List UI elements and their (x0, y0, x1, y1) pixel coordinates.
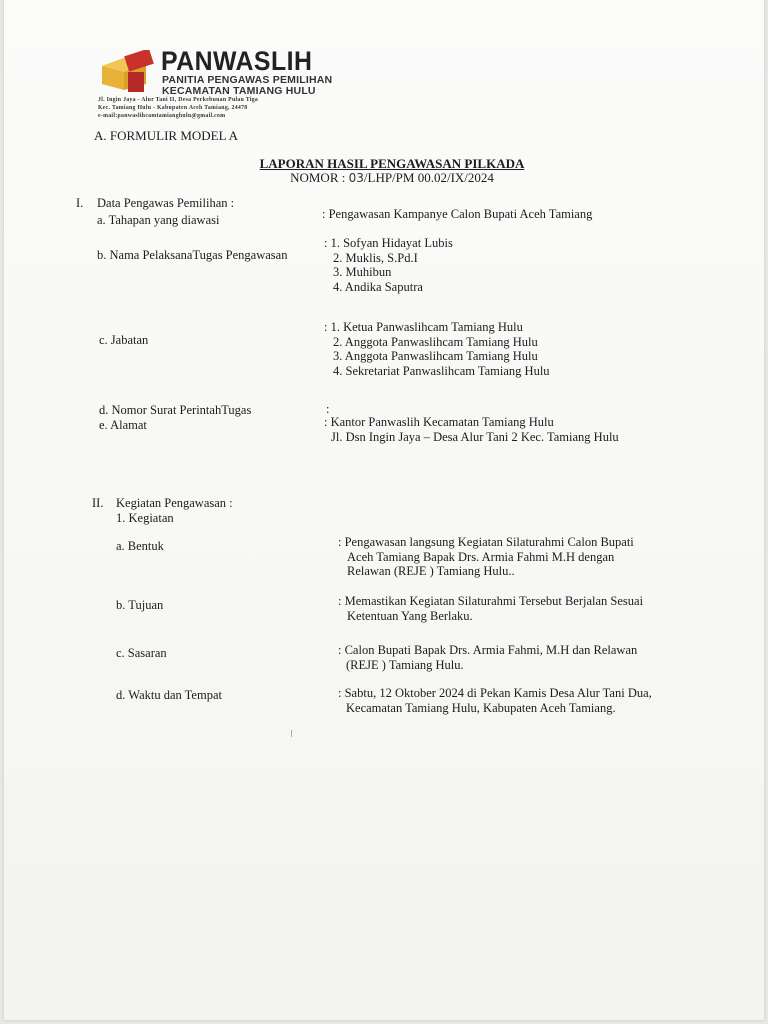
bentuk-list (338, 535, 634, 579)
tahapan-label: a. Tahapan yang diawasi (97, 213, 220, 227)
sasaran-label: c. Sasaran (116, 646, 167, 660)
list-item: 4. Andika Saputra (333, 279, 423, 294)
address-email: e-mail:panwaslihcamtamianghulu@gmail.com (98, 113, 226, 119)
list-item: 3. Muhibun (333, 265, 392, 279)
jabatan-list (324, 320, 550, 378)
scan-mark (291, 730, 292, 737)
section-1-heading: Data Pengawas Pemilihan : (97, 196, 235, 210)
nomor-surat-label: d. Nomor Surat PerintahTugas (99, 403, 252, 417)
list-item: : 1. Ketua Panwaslihcam Tamiang Hulu (324, 320, 523, 334)
list-item: 2. Anggota Panwaslihcam Tamiang Hulu (333, 334, 538, 349)
tujuan-label: b. Tujuan (116, 598, 164, 612)
nomor-prefix: NOMOR : (290, 170, 349, 185)
section-2-subheading: 1. Kegiatan (116, 511, 174, 525)
brand-subtitle-2: KECAMATAN TAMIANG HULU (162, 85, 316, 97)
document-title: LAPORAN HASIL PENGAWASAN PILKADA (259, 156, 525, 171)
sasaran-list (338, 643, 637, 672)
list-item: 2. Muklis, S.Pd.I (333, 250, 418, 265)
document-number (12, 170, 768, 186)
list-item: 3. Anggota Panwaslihcam Tamiang Hulu (333, 349, 538, 363)
nama-label: b. Nama PelaksanaTugas Pengawasan (97, 248, 288, 262)
list-item: : Sabtu, 12 Oktober 2024 di Pekan Kamis Desa Alur Tani Dua, (338, 686, 652, 700)
list-item: Aceh Tamiang Bapak Drs. Armia Fahmi M.H dengan (347, 549, 615, 564)
list-item: : Calon Bupati Bapak Drs. Armia Fahmi, M.H dan Relawan (338, 643, 638, 657)
waktu-label: d. Waktu dan Tempat (116, 688, 222, 702)
waktu-list (338, 686, 652, 715)
list-item: Jl. Dsn Ingin Jaya – Desa Alur Tani 2 Kec. Tamiang Hulu (331, 429, 619, 444)
list-item: : Pengawasan langsung Kegiatan Silaturahmi Calon Bupati (338, 535, 634, 549)
nomor-suffix: /LHP/PM 00.02/IX/2024 (363, 170, 494, 185)
jabatan-label: c. Jabatan (99, 333, 149, 347)
list-item: (REJE ) Tamiang Hulu. (346, 657, 464, 672)
form-label: A. FORMULIR MODEL A (94, 128, 238, 143)
bentuk-label: a. Bentuk (116, 539, 164, 553)
list-item: Ketentuan Yang Berlaku. (347, 608, 473, 623)
nama-list (324, 236, 453, 294)
tahapan-value: : Pengawasan Kampanye Calon Bupati Aceh Tamiang (322, 207, 593, 221)
alamat-label: e. Alamat (99, 418, 147, 432)
address-line-1: Jl. Ingin Jaya - Alur Tani II, Desa Perkebunan Pulau Tiga (98, 97, 259, 103)
section-2-number: II. (92, 496, 104, 510)
alamat-list (324, 415, 619, 444)
list-item: : Kantor Panwaslih Kecamatan Tamiang Hulu (324, 415, 554, 429)
list-item: : Memastikan Kegiatan Silaturahmi Tersebut Berjalan Sesuai (338, 594, 644, 608)
tujuan-list (338, 594, 643, 623)
list-item: : 1. Sofyan Hidayat Lubis (324, 236, 453, 250)
list-item: 4. Sekretariat Panwaslihcam Tamiang Hulu (333, 363, 550, 378)
brand-name: PANWASLIH (161, 46, 313, 76)
nomor-handwritten: 03 (348, 171, 364, 185)
brand-subtitle-1: PANITIA PENGAWAS PEMILIHAN (162, 74, 333, 86)
panwaslih-logo-icon (98, 50, 158, 96)
document-page (4, 0, 764, 1020)
nomor-surat-value: : (326, 402, 330, 416)
list-item: Kecamatan Tamiang Hulu, Kabupaten Aceh Tamiang. (346, 700, 616, 715)
section-2-heading: Kegiatan Pengawasan : (116, 496, 233, 510)
section-1-number: I. (76, 196, 84, 210)
list-item: Relawan (REJE ) Tamiang Hulu.. (347, 564, 515, 578)
address-line-2: Kec. Tamiang Hulu - Kabupaten Aceh Tamiang, 24478 (98, 105, 248, 111)
